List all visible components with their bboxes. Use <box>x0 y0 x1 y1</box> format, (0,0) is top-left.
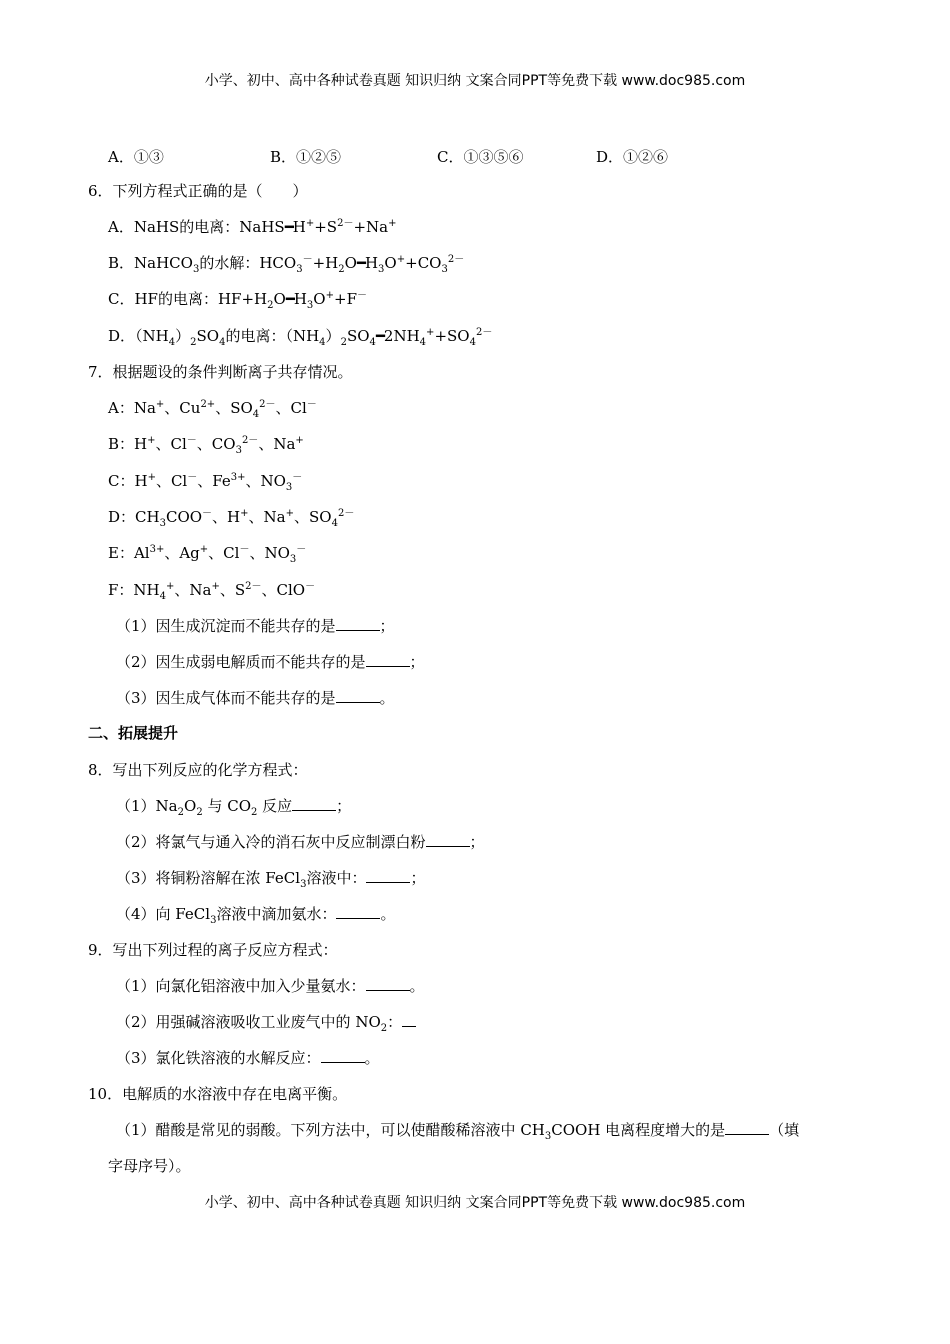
q7-sub1: （1）因生成沉淀而不能共存的是 ； <box>116 617 395 635</box>
q10-sub1: （1）醋酸是常见的弱酸。下列方法中，可以使醋酸稀溶液中 $CH_3COOH$ 电离程度增大的是 （填 <box>116 1121 800 1142</box>
q7-group-b: B：H+、Cl－、$CO_3^{2-}$、Na+ <box>108 435 304 456</box>
q6-option-d: D．$(NH_4)_2SO_4$的电离：$(NH_4)_2SO_4━2NH_4^++SO_4^{2-}$ <box>108 327 493 348</box>
q9-sub3: （3）氯化铁溶液的水解反应： 。 <box>116 1049 380 1067</box>
q9-sub2: （2）用强碱溶液吸收工业废气中的 $NO_2$： <box>116 1012 416 1032</box>
q7-group-a: A：Na+、$Cu^{2+}$、$SO_4^{2-}$、Cl－ <box>108 399 317 420</box>
q8-sub3: （3）将铜粉溶解在浓 FeCl$_3$溶液中： ； <box>116 869 426 890</box>
q7-group-d: D：$CH_3COO^-$、H+、Na+、$SO_4^{2-}$ <box>108 508 355 529</box>
answer-blank[interactable] <box>321 1048 365 1063</box>
q7-group-c: C：H+、Cl－、$Fe^{3+}$、$NO_3^-$ <box>108 472 303 493</box>
answer-blank[interactable] <box>336 904 380 919</box>
q5-option-d: D．①②⑥ <box>596 148 669 166</box>
q8-sub4: （4）向 FeCl$_3$溶液中滴加氨水： 。 <box>116 905 396 926</box>
q7-group-f: F：$NH_4^+$、Na+、$S^{2-}$、ClO－ <box>108 581 316 602</box>
q6-stem: 6．下列方程式正确的是（ ） <box>88 182 308 200</box>
q7-sub2: （2）因生成弱电解质而不能共存的是 ； <box>116 653 425 671</box>
q9-stem: 9．写出下列过程的离子反应方程式： <box>88 941 338 959</box>
answer-blank[interactable] <box>292 796 336 811</box>
q7-sub3: （3）因生成气体而不能共存的是 。 <box>116 689 395 707</box>
answer-blank[interactable] <box>725 1120 769 1135</box>
q8-sub2: （2）将氯气与通入冷的消石灰中反应制漂白粉 ； <box>116 833 485 851</box>
q8-stem: 8．写出下列反应的化学方程式： <box>88 761 308 779</box>
answer-blank[interactable] <box>336 688 380 703</box>
answer-blank[interactable] <box>366 868 410 883</box>
answer-blank[interactable] <box>402 1012 416 1027</box>
q7-group-e: E：$Al^{3+}$、Ag+、Cl－、$NO_3^-$ <box>108 544 307 565</box>
answer-blank[interactable] <box>426 832 470 847</box>
answer-blank[interactable] <box>366 976 410 991</box>
q6-option-a: A．NaHS的电离：$NaHS━H^++S^{2-}+Na^+$ <box>108 218 397 236</box>
q10-sub1-continued: 字母序号）。 <box>108 1157 191 1175</box>
q7-stem: 7．根据题设的条件判断离子共存情况。 <box>88 363 353 381</box>
q8-sub1: $(1)Na_2O_2$ 与 $CO_2$ 反应 ； <box>116 797 352 818</box>
q9-sub1: （1）向氯化铝溶液中加入少量氨水： 。 <box>116 977 425 995</box>
q5-option-b: B．①②⑤ <box>270 148 342 166</box>
q10-stem: 10．电解质的水溶液中存在电离平衡。 <box>88 1085 348 1103</box>
answer-blank[interactable] <box>366 652 410 667</box>
page-header: 小学、初中、高中各种试卷真题 知识归纳 文案合同PPT等免费下载 www.doc985.com <box>204 73 746 89</box>
section-heading: 二、拓展提升 <box>88 724 179 742</box>
answer-blank[interactable] <box>336 616 380 631</box>
q6-option-c: C．HF的电离：$HF+H_2O━H_3O^++F^-$ <box>108 290 367 311</box>
q5-option-a: A．①③ <box>108 148 164 166</box>
page-footer: 小学、初中、高中各种试卷真题 知识归纳 文案合同PPT等免费下载 www.doc985.com <box>204 1195 746 1211</box>
q5-option-c: C．①③⑤⑥ <box>437 148 524 166</box>
q6-option-b: B．NaHCO$_3$的水解：$HCO_3^-+H_2O━H_3O^++CO_3^{2-}$ <box>108 254 465 275</box>
